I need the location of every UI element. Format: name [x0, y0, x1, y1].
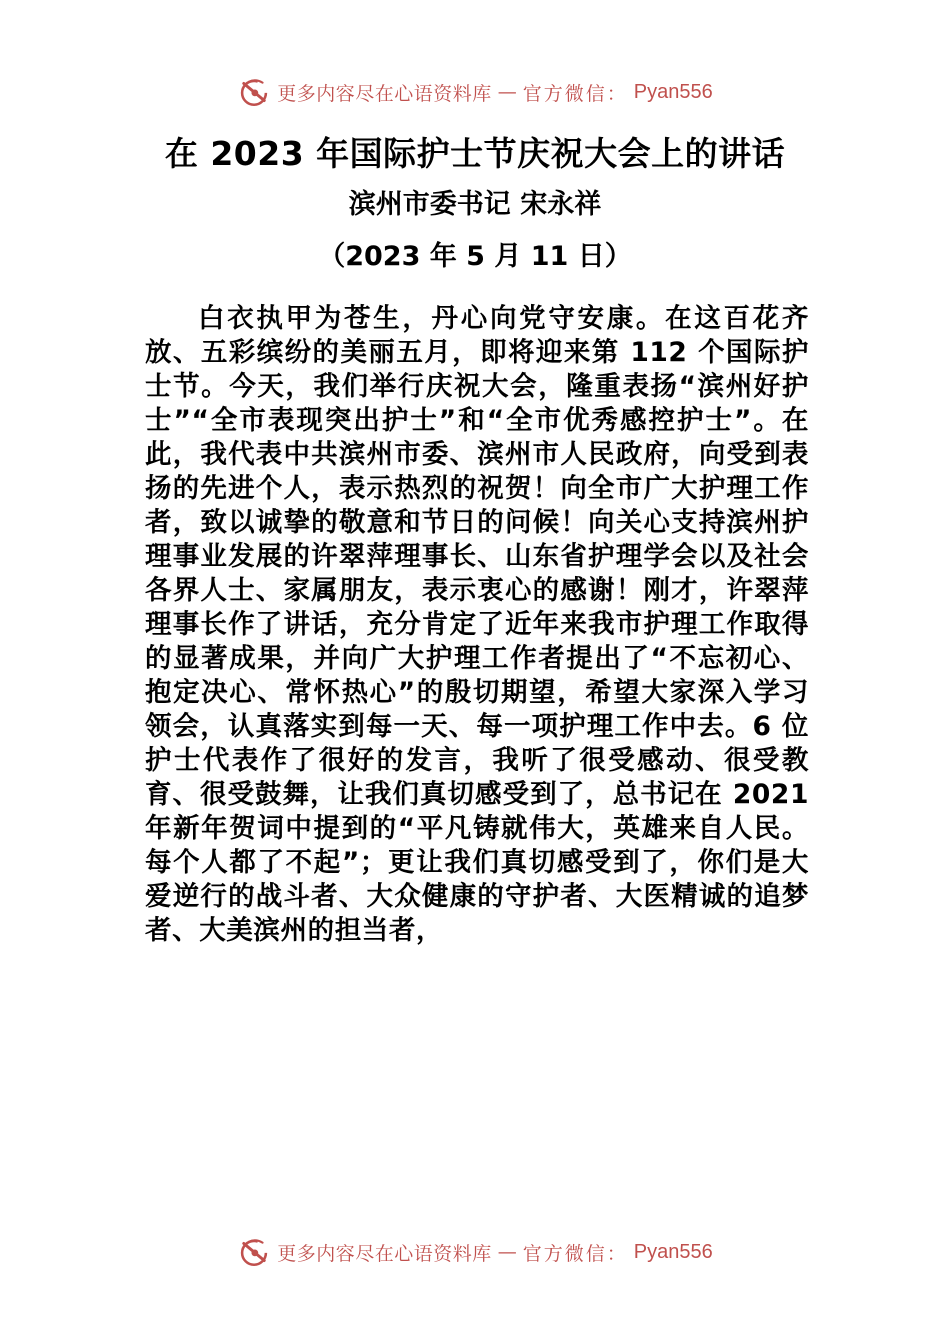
watermark-contact-label: 官方微信： — [522, 1242, 628, 1265]
brush-circle-logo-icon — [237, 75, 271, 109]
brush-circle-logo-icon — [237, 1235, 271, 1269]
watermark-separator: — — [497, 1241, 517, 1263]
watermark-text: 更多内容尽在心语资料库 — [277, 1242, 492, 1265]
document-date: （2023 年 5 月 11 日） — [318, 241, 632, 272]
watermark-separator: — — [497, 81, 517, 103]
document-title: 在 2023 年国际护士节庆祝大会上的讲话 — [164, 134, 786, 173]
watermark-contact-label: 官方微信： — [522, 82, 628, 105]
document-speaker: 滨州市委书记 宋永祥 — [348, 189, 602, 220]
header-watermark — [0, 72, 950, 112]
watermark-text: 更多内容尽在心语资料库 — [277, 82, 492, 105]
watermark-contact-id: Pyan556 — [633, 1240, 713, 1263]
document-body-paragraph: 白衣执甲为苍生，丹心向党守安康。在这百花齐放、五彩缤纷的美丽五月，即将迎来第 112 个国际护士节。今天，我们举行庆祝大会，隆重表扬“滨州好护士”“全市表现突出护士”和“全市优秀感控护士”。在此，我代表中共滨州市委、滨州市人民政府，向受到表扬的先进个人，表示热烈的祝贺！向全市广大护理工作者，致以诚挚的敬意和节日的问候！向关心支持滨州护理事业发展的许翠萍理事长、山东省护理学会以及社会各界人士、家属朋友，表示衷心的感谢！刚才，许翠萍理事长作了讲话，充分肯定了近年来我市护理工作取得的显著成果，并向广大护理工作者提出了“不忘初心、抱定决心、常怀热心”的殷切期望，希望大家深入学习领会，认真落实到每一天、每一项护理工作中去。6 位护士代表作了很好的发言，我听了很受感动、很受教育、很受鼓舞，让我们真切感受到了，总书记在 2021 年新年贺词中提到的“平凡铸就伟大，英雄来自人民。每个人都了不起”；更让我们真切感受到了，你们是大爱逆行的战斗者、大众健康的守护者、大医精诚的追梦者、大美滨州的担当者， — [145, 303, 809, 946]
watermark-contact-id: Pyan556 — [633, 80, 713, 103]
footer-watermark — [0, 1232, 950, 1272]
